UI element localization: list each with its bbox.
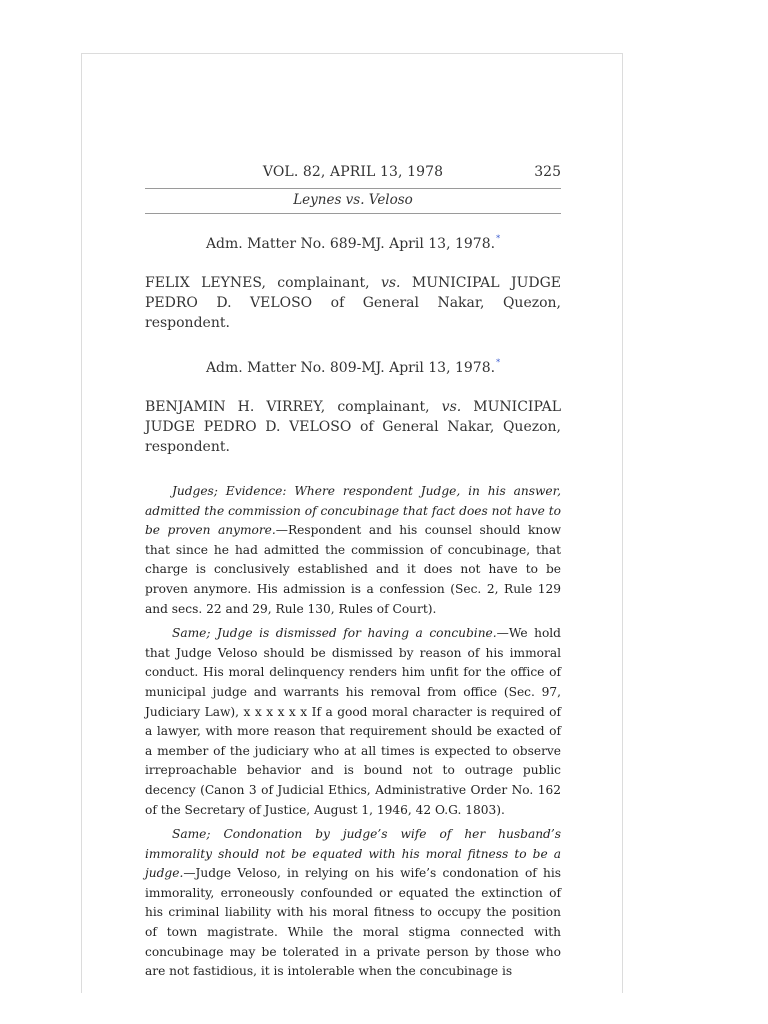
volume-date: VOL. 82, APRIL 13, 1978 bbox=[262, 164, 444, 180]
case-2-parties bbox=[145, 397, 561, 457]
case-2-vs: vs. bbox=[441, 399, 462, 415]
case-2-matter bbox=[145, 354, 561, 377]
case-1-respondent-rest: of General Nakar, Quezon, respondent. bbox=[145, 295, 562, 331]
case-2-respondent-rest: of General Nakar, Quezon, respondent. bbox=[145, 419, 562, 455]
footnote-link[interactable]: * bbox=[496, 234, 501, 243]
case-2-matter-text: Adm. Matter No. 809-MJ. April 13, 1978. bbox=[205, 360, 496, 376]
page-content bbox=[145, 162, 561, 987]
case-2-respondent: MUNICIPAL JUDGE PEDRO D. VELOSO bbox=[145, 399, 561, 435]
syllabus-1-keywords: Judges; Evidence: Where respondent Judge, in his answer, admitted the commission of concubinage that fact does not have to be proven anymore. bbox=[145, 484, 561, 538]
case-1-matter bbox=[145, 230, 561, 253]
case-1-respondent: MUNICIPAL JUDGE PEDRO D. VELOSO bbox=[145, 275, 561, 311]
syllabus-paragraph-2 bbox=[145, 624, 561, 820]
syllabus-2-keywords: Same; Judge is dismissed for having a concubine. bbox=[172, 626, 497, 641]
case-1-vs: vs. bbox=[380, 275, 401, 291]
case-1-matter-text: Adm. Matter No. 689-MJ. April 13, 1978. bbox=[205, 236, 496, 252]
page-header bbox=[145, 162, 561, 188]
syllabus-2-text: —We hold that Judge Veloso should be dismissed by reason of his immoral conduct. His moral delinquency renders him unfit for the office of municipal judge and warrants his removal from office (Sec. 97, Judiciary Law), x x x x x x If a good moral character is required of a lawyer, with more reason that requirement should be exacted of a member of the judiciary who at all times is expected to observe irreproachable behavior and is bound not to outrage public decency (Canon 3 of Judicial Ethics, Administrative Order No. 162 of the Secretary of Justice, August 1, 1946, 42 O.G. 1803). bbox=[145, 626, 561, 817]
case-1-complainant: FELIX LEYNES bbox=[145, 275, 262, 291]
syllabus-3-text: —Judge Veloso, in relying on his wife’s condonation of his immorality, erroneously confounded or equated the extinction of his criminal liability with his moral fitness to occupy the position of town magistrate. While the moral stigma connected with concubinage may be tolerated in a private person by those who are not fastidious, it is intolerable when the concubinage is bbox=[145, 866, 561, 979]
case-1-parties bbox=[145, 273, 561, 333]
header-rule-bottom bbox=[145, 213, 561, 214]
running-title: Leynes vs. Veloso bbox=[293, 192, 413, 208]
page-number: 325 bbox=[534, 164, 561, 180]
footnote-link[interactable]: * bbox=[496, 358, 501, 367]
document-page bbox=[81, 53, 623, 993]
syllabus bbox=[145, 482, 561, 982]
syllabus-3-keywords: Same; Condonation by judge’s wife of her husband’s immorality should not be equated with his moral fitness to be a judge. bbox=[145, 827, 561, 881]
syllabus-paragraph-1 bbox=[145, 482, 561, 619]
case-1-complainant-role: , complainant, bbox=[261, 275, 381, 291]
case-2-complainant-role: , complainant, bbox=[320, 399, 442, 415]
syllabus-1-text: —Respondent and his counsel should know that since he had admitted the commission of concubinage, that charge is conclusively established and it does not have to be proven anymore. His admission is a confession (Sec. 2, Rule 129 and secs. 22 and 29, Rule 130, Rules of Court). bbox=[145, 523, 561, 616]
syllabus-paragraph-3 bbox=[145, 825, 561, 982]
case-2-complainant: BENJAMIN H. VIRREY bbox=[145, 399, 321, 415]
